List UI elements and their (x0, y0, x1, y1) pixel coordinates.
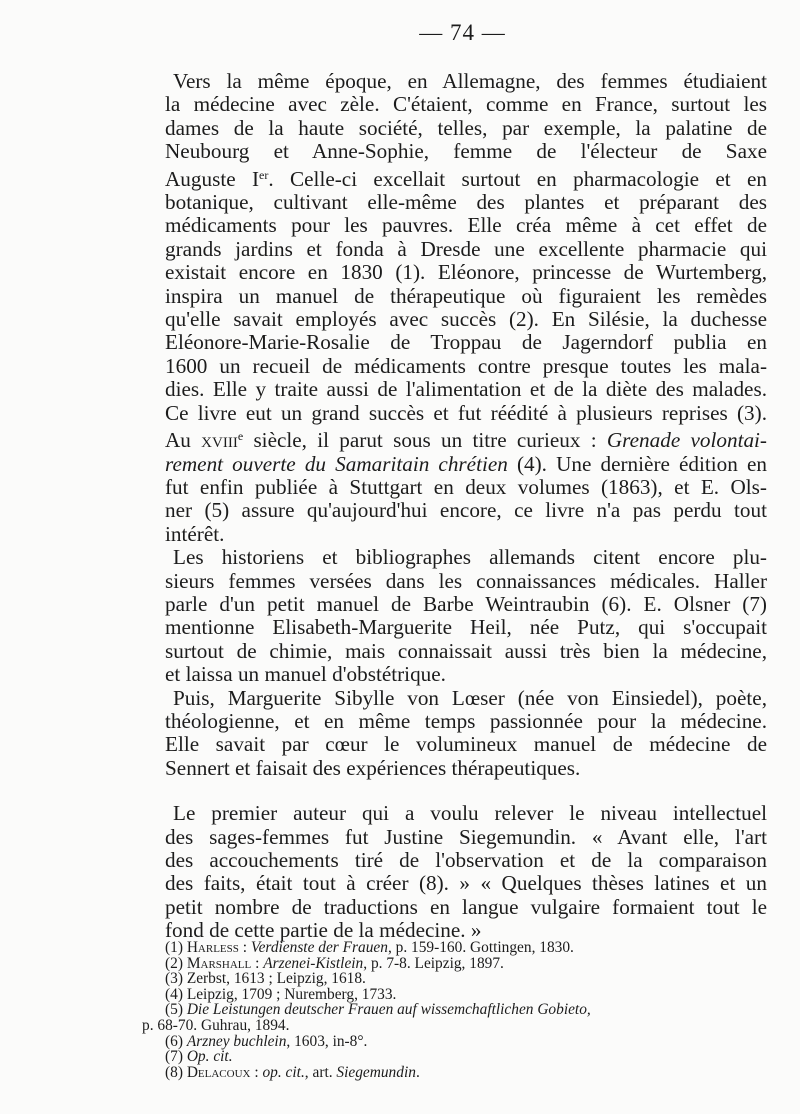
footnote-author: Harless (186, 939, 239, 956)
text-line: surtout de chimie, mais connaissait aussi très bien la médecine, (165, 638, 767, 663)
book-title: Grenade volontai- (606, 428, 767, 453)
page-number: — 74 — (419, 20, 506, 45)
text-line: Puis, Marguerite Sibylle von Lœser (née von Einsiedel), poète, (173, 685, 767, 710)
text-line: petit nombre de traductions en langue vulgaire formaient tout le (165, 894, 767, 919)
text-line: parle d'un petit manuel de Barbe Weintraubin (6). E. Olsner (7) (165, 591, 767, 616)
footnote-continuation: p. 68-70. Guhrau, 1894. (142, 1016, 290, 1034)
footnote (165, 971, 785, 987)
footnote-title: Op. cit. (186, 1048, 233, 1066)
footnote (165, 1034, 785, 1050)
footnote-title: Siegemundin (336, 1063, 416, 1081)
superscript: er (259, 167, 269, 182)
text-line: dames de la haute société, telles, par exemple, la palatine de (165, 115, 767, 140)
footnote-author: Marshall (186, 954, 252, 972)
text-line: sieurs femmes versées dans les connaissances médicales. Haller (165, 568, 767, 593)
footnote-author: Delacoux (186, 1063, 251, 1081)
text-line: intérêt. (165, 521, 225, 546)
text-line: botanique, cultivant elle-même des plantes et préparant des (165, 190, 767, 215)
text-line: existait encore en 1830 (1). Eléonore, princesse de Wurtemberg, (165, 260, 767, 285)
footnote-number: (7) (165, 1048, 183, 1066)
footnote-number: (1) (165, 939, 183, 956)
inline-text: siècle, il parut sous un titre curieux : (253, 428, 597, 453)
inline-text: Auguste I (165, 166, 260, 191)
text-line: Les historiens et bibliographes allemands citent encore plu- (173, 545, 767, 570)
text-line: grands jardins et fonda à Dresde une excellente pharmacie qui (165, 236, 767, 261)
text-line (165, 453, 767, 476)
footnote-title: Arzney buchlein (186, 1032, 287, 1050)
footnote-text: , p. 7-8. Leipzig, 1897. (363, 954, 504, 972)
footnote-number: (5) (165, 1001, 183, 1019)
text-line: la médecine avec zèle. C'étaient, comme en France, surtout les (165, 92, 767, 117)
text-line: inspira un manuel de thérapeutique où figuraient les remèdes (165, 283, 767, 308)
footnote-text: . (415, 1063, 420, 1081)
footnote-title: Verdienste der Frauen (250, 939, 388, 956)
text-line: Sennert et faisait des expériences thérapeutiques. (165, 755, 581, 780)
text-line: Elle savait par cœur le volumineux manuel de médecine de (165, 732, 767, 757)
footnote-sep: : (238, 939, 251, 956)
text-line: théologienne, et en même temps passionnée pour la médecine. (165, 708, 767, 733)
footnote-text: Leipzig, 1709 ; Nuremberg, 1733. (186, 985, 397, 1003)
text-line: fut enfin publiée à Stuttgart en deux volumes (1863), et E. Ols- (165, 474, 767, 499)
text-line: mentionne Elisabeth-Marguerite Heil, née Putz, qui s'occupait (165, 615, 767, 640)
text-line: qu'elle savait employés avec succès (2). En Silésie, la duchesse (165, 307, 767, 332)
footnote-number: (3) (165, 970, 183, 988)
footnote (165, 956, 785, 972)
text-line: et laissa un manuel d'obstétrique. (165, 662, 446, 687)
text-line: Vers la même époque, en Allemagne, des femmes étudiaient (173, 69, 767, 93)
book-title: rement ouverte du Samaritain chrétien (165, 451, 508, 476)
footnote-text: , 1603, in-8°. (286, 1032, 368, 1050)
text-line: 1600 un recueil de médicaments contre presque toutes les mala- (165, 353, 767, 378)
footnote-number: (2) (165, 954, 183, 972)
footnote-number: (4) (165, 985, 183, 1003)
superscript: e (237, 429, 244, 444)
text-line: Eléonore-Marie-Rosalie de Troppau de Jagerndorf publia en (165, 330, 767, 355)
footnote-title: Die Leistungen deutscher Frauen auf wissemchaftlichen Gobieto, (186, 1001, 591, 1019)
footnote (165, 1002, 785, 1018)
footnote-title: Arzenei-Kistlein (263, 954, 364, 972)
text-line: ner (5) assure qu'aujourd'hui encore, ce livre n'a pas perdu tout (165, 498, 767, 523)
footnote-text: Zerbst, 1613 ; Leipzig, 1618. (186, 970, 366, 988)
text-line: fond de cette partie de la médecine. » (165, 918, 482, 943)
footnote-title: op. cit. (262, 1063, 305, 1081)
footnote (165, 1065, 785, 1081)
footnote-number: (6) (165, 1032, 183, 1050)
footnote (165, 987, 785, 1003)
footnote (165, 1049, 785, 1065)
body-text (165, 70, 767, 943)
footnote-sep: : (250, 1063, 263, 1081)
section-gap (165, 780, 767, 802)
text-line: des sages-femmes fut Justine Siegemundin. « Avant elle, l'art (165, 824, 767, 849)
text-line (165, 425, 767, 452)
footnote-number: (8) (165, 1063, 183, 1081)
text-line: des accouchements tiré de l'observation et de la comparaison (165, 848, 767, 872)
inline-text: Au (165, 428, 202, 453)
text-line: des faits, était tout à créer (8). » « Quelques thèses latines et un (165, 871, 767, 896)
footnote-text: , art. (304, 1063, 337, 1081)
text-line: Le premier auteur qui a voulu relever le niveau intellectuel (173, 801, 767, 826)
inline-text: (4). Une dernière édition en (516, 451, 767, 476)
text-line: Auguste Ier. Celle-ci excellait surtout en pharmacologie et en (165, 166, 767, 191)
footnote (165, 940, 785, 956)
footnote-sep: : (251, 954, 264, 972)
text-line: Ce livre eut un grand succès et fut réédité à plusieurs reprises (3). (165, 400, 767, 425)
text-line: Neubourg et Anne-Sophie, femme de l'électeur de Saxe (165, 139, 767, 164)
footnotes (142, 939, 785, 1081)
text-line: dies. Elle y traite aussi de l'alimentation et de la diète des malades. (165, 377, 767, 402)
text-line: médicaments pour les pauvres. Elle créa même à cet effet de (165, 213, 767, 238)
footnote-text: , p. 159-160. Gottingen, 1830. (387, 939, 574, 956)
roman-numeral: xviii (201, 428, 238, 453)
inline-text: Celle-ci excellait surtout en pharmacologie et en (290, 166, 767, 191)
